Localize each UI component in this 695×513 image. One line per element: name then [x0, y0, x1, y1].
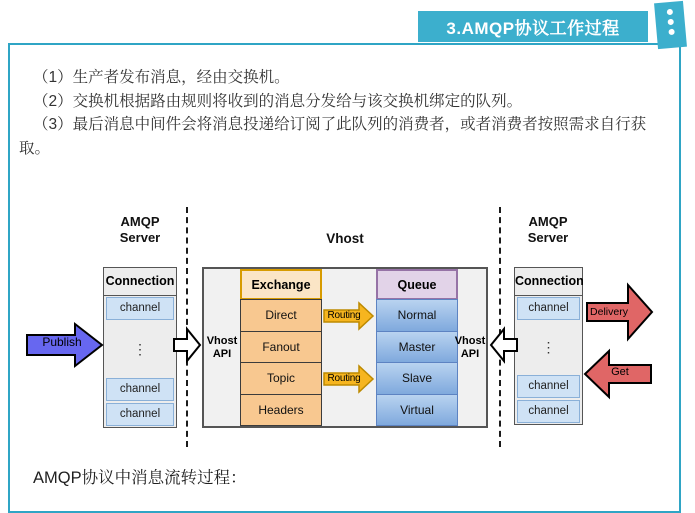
intro-paragraphs [19, 66, 671, 160]
footer-caption: AMQP协议中消息流转过程： [33, 469, 247, 487]
channel-cell: channel [106, 378, 174, 401]
intro-line-1: （1）生产者发布消息，经由交换机。 [33, 69, 290, 86]
banner-decoration [654, 1, 687, 49]
right-connection-box [514, 267, 583, 425]
intro-line-2: （2）交换机根据路由规则将收到的消息分发给与该交换机绑定的队列。 [33, 92, 523, 110]
channel-cell: channel [106, 403, 174, 426]
vhost-api-right-line1: Vhost [454, 334, 486, 347]
dot-icon [666, 9, 673, 16]
channel-cell: channel [106, 297, 174, 320]
queue-type-cell: Virtual [376, 394, 458, 427]
right-server-title [488, 214, 608, 246]
left-server-title-line1: AMQP [120, 214, 160, 229]
vhost-out-arrow [489, 326, 519, 364]
right-connection-header: Connection [515, 268, 582, 296]
vhost-in-arrow-shape [174, 329, 200, 361]
intro-line-3: （3）最后消息中间件会将消息投递给订阅了此队列的消费者，或者消费者按照需求自行获取。 [19, 116, 647, 157]
channel-cell: channel [517, 297, 580, 320]
vhost-api-right-line2: API [460, 347, 480, 360]
vhost-in-arrow [172, 326, 202, 364]
exchange-type-cell: Topic [240, 362, 322, 395]
dot-icon [668, 29, 675, 36]
ellipsis-cell: ⋮ [541, 339, 556, 355]
vhost-title: Vhost [326, 231, 364, 246]
delivery-arrow-label: Delivery [590, 306, 628, 318]
publish-arrow-label: Publish [42, 335, 82, 349]
section-header-banner [418, 11, 648, 42]
left-connection-box [103, 267, 177, 428]
queue-header: Queue [376, 269, 458, 300]
vhost-box [202, 267, 488, 428]
exchange-type-cell: Fanout [240, 331, 322, 364]
exchange-type-cell: Direct [240, 299, 322, 332]
vhost-api-right-label [454, 269, 486, 426]
vhost-api-left-line2: API [212, 347, 232, 360]
dot-icon [667, 19, 674, 26]
amqp-diagram [20, 205, 680, 453]
right-server-title-line2: Server [527, 230, 569, 245]
get-arrow-label: Get [611, 366, 629, 378]
exchange-column [240, 269, 322, 426]
queue-type-cell: Slave [376, 362, 458, 395]
left-connection-header: Connection [104, 268, 176, 296]
queue-column [376, 269, 458, 426]
routing-label-top: Routing [327, 310, 361, 321]
ellipsis-cell: ⋮ [133, 340, 147, 357]
left-server-title-line2: Server [119, 230, 161, 245]
channel-cell: channel [517, 400, 580, 423]
queue-type-cell: Master [376, 331, 458, 364]
section-title: 3.AMQP协议工作过程 [446, 19, 620, 38]
routing-label-bottom: Routing [327, 373, 361, 384]
right-server-title-line1: AMQP [528, 214, 568, 229]
exchange-type-cell: Headers [240, 394, 322, 427]
vhost-out-arrow-shape [491, 329, 517, 361]
exchange-header: Exchange [240, 269, 322, 300]
channel-cell: channel [517, 375, 580, 398]
queue-type-cell: Normal [376, 299, 458, 332]
vhost-api-left-label [204, 269, 240, 426]
vhost-api-left-line1: Vhost [206, 334, 238, 347]
left-server-title [80, 214, 200, 246]
